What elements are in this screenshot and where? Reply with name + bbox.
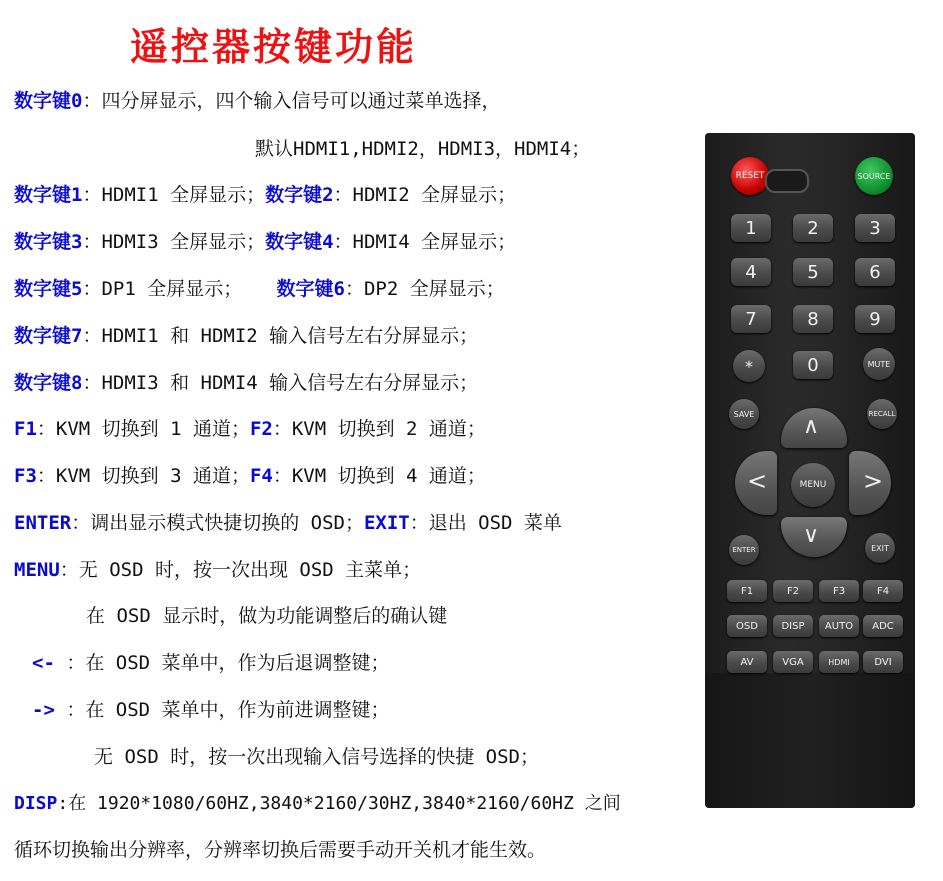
key-label: 数字键7 xyxy=(14,325,83,347)
key-label: F1 xyxy=(14,418,37,440)
digit-2-button: 2 xyxy=(793,214,833,242)
mute-button: MUTE xyxy=(863,348,895,380)
text-line xyxy=(14,835,546,862)
key-label: F4 xyxy=(249,465,273,487)
text-line xyxy=(14,86,500,113)
text-line xyxy=(14,555,421,582)
save-button: SAVE xyxy=(729,399,759,429)
key-description: ：HDMI2 全屏显示； xyxy=(333,184,517,206)
key-label: 数字键6 xyxy=(276,278,345,300)
page-title: 遥控器按键功能 xyxy=(130,24,418,69)
digit-9-button: 9 xyxy=(855,305,895,333)
key-label: 数字键0 xyxy=(14,90,83,112)
enter-button: ENTER xyxy=(729,535,759,565)
key-label: 数字键1 xyxy=(14,184,83,206)
hdmi-button: HDMI xyxy=(819,651,859,673)
auto-button: AUTO xyxy=(819,615,859,637)
chevron-right-icon: > xyxy=(863,467,884,495)
key-label: F2 xyxy=(249,418,273,440)
digit-8-button: 8 xyxy=(793,305,833,333)
key-description: ：在 OSD 菜单中，作为后退调整键； xyxy=(54,652,390,674)
key-label: MENU xyxy=(14,559,60,581)
text-line xyxy=(14,321,478,348)
key-label: 数字键8 xyxy=(14,372,83,394)
chevron-left-icon: < xyxy=(747,467,768,495)
f4-button: F4 xyxy=(863,580,903,602)
key-label: 数字键5 xyxy=(14,278,83,300)
key-description: ：在 OSD 菜单中，作为前进调整键； xyxy=(54,699,390,721)
text-line xyxy=(14,789,621,815)
dvi-button: DVI xyxy=(863,651,903,673)
osd-button: OSD xyxy=(727,615,767,637)
key-description: :在 1920*1080/60HZ,3840*2160/30HZ,3840*2160/60HZ 之间 xyxy=(57,793,621,814)
digit-7-button: 7 xyxy=(731,305,771,333)
adc-button: ADC xyxy=(863,615,903,637)
indicator-slot xyxy=(765,169,809,193)
key-description: ：KVM 切换到 4 通道； xyxy=(272,465,486,487)
chevron-up-icon: ∧ xyxy=(803,414,820,439)
key-description: ：调出显示模式快捷切换的 OSD； xyxy=(71,512,364,534)
key-description: ：无 OSD 时，按一次出现 OSD 主菜单； xyxy=(59,559,422,581)
text-line xyxy=(14,461,486,488)
digit-0-button: 0 xyxy=(793,351,833,379)
text-line xyxy=(255,134,590,161)
key-label: EXIT xyxy=(363,512,410,534)
recall-button: RECALL xyxy=(867,399,897,429)
text-line xyxy=(86,601,447,628)
key-description: ：DP2 全屏显示； xyxy=(344,278,505,300)
key-description: 循环切换输出分辨率，分辨率切换后需要手动开关机才能生效。 xyxy=(14,839,547,861)
source-button: SOURCE xyxy=(855,157,893,195)
key-description: ：KVM 切换到 2 通道； xyxy=(272,418,486,440)
disp-button: DISP xyxy=(773,615,813,637)
key-description: ：KVM 切换到 3 通道； xyxy=(36,465,250,487)
star-button: * xyxy=(733,350,765,382)
f3-button: F3 xyxy=(819,580,859,602)
key-description: ：四分屏显示，四个输入信号可以通过菜单选择， xyxy=(82,90,501,112)
key-description: ：HDMI1 和 HDMI2 输入信号左右分屏显示； xyxy=(82,325,479,347)
text-line xyxy=(32,648,390,675)
key-label: DISP xyxy=(14,793,58,814)
text-line xyxy=(14,274,505,301)
exit-button: EXIT xyxy=(865,533,895,563)
text-line xyxy=(14,508,562,535)
digit-4-button: 4 xyxy=(731,258,771,286)
text-line xyxy=(94,742,539,769)
key-label: -> xyxy=(32,699,55,721)
digit-6-button: 6 xyxy=(855,258,895,286)
key-label: ENTER xyxy=(14,512,72,534)
key-description: ：KVM 切换到 1 通道； xyxy=(36,418,250,440)
key-description: 无 OSD 时，按一次出现输入信号选择的快捷 OSD； xyxy=(94,746,539,768)
text-line xyxy=(14,180,516,207)
key-label: 数字键3 xyxy=(14,231,83,253)
menu-button: MENU xyxy=(791,463,835,507)
key-description: ：HDMI1 全屏显示； xyxy=(82,184,266,206)
remote-control-image xyxy=(705,133,915,808)
key-description: ：HDMI4 全屏显示； xyxy=(333,231,517,253)
vga-button: VGA xyxy=(773,651,813,673)
key-label: 数字键2 xyxy=(265,184,334,206)
text-line xyxy=(14,414,486,441)
key-label: F3 xyxy=(14,465,37,487)
key-label: <- xyxy=(32,652,55,674)
digit-1-button: 1 xyxy=(731,214,771,242)
digit-3-button: 3 xyxy=(855,214,895,242)
key-label: 数字键4 xyxy=(265,231,334,253)
chevron-down-icon: ∨ xyxy=(803,523,820,548)
av-button: AV xyxy=(727,651,767,673)
key-description: ：退出 OSD 菜单 xyxy=(409,512,562,534)
key-description: 在 OSD 显示时，做为功能调整后的确认键 xyxy=(86,605,448,627)
text-line xyxy=(32,695,390,722)
digit-5-button: 5 xyxy=(793,258,833,286)
f1-button: F1 xyxy=(727,580,767,602)
key-description: ：DP1 全屏显示； xyxy=(82,278,277,300)
key-description: ：HDMI3 和 HDMI4 输入信号左右分屏显示； xyxy=(82,372,479,394)
reset-button: RESET xyxy=(731,157,769,195)
key-description: ：HDMI3 全屏显示； xyxy=(82,231,266,253)
remote-body-lower xyxy=(705,673,915,808)
key-description: 默认HDMI1,HDMI2，HDMI3，HDMI4； xyxy=(255,138,591,160)
text-line xyxy=(14,368,478,395)
text-line xyxy=(14,227,516,254)
f2-button: F2 xyxy=(773,580,813,602)
